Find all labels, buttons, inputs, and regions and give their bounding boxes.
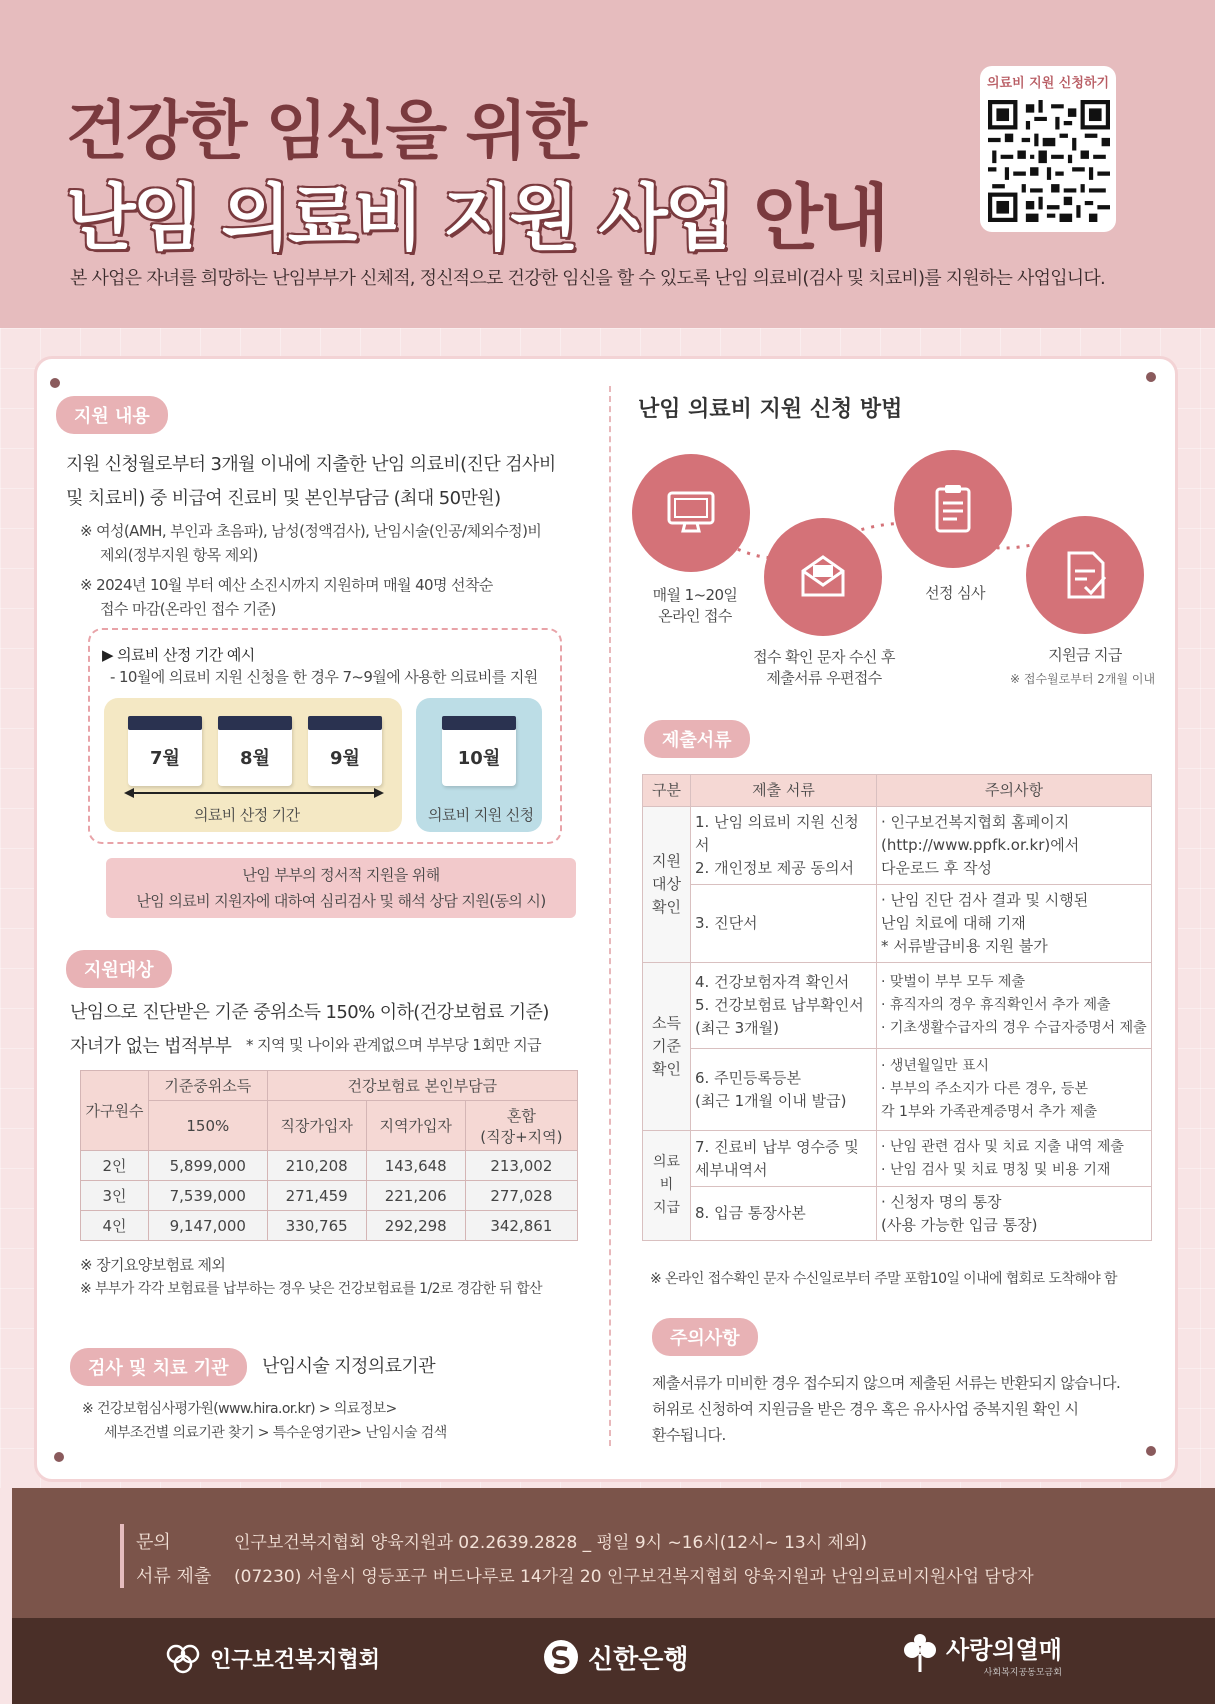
ppfk-logo-icon	[164, 1642, 202, 1674]
calendar-icon	[442, 716, 516, 786]
target-line2-note: * 지역 및 나이와 관계없으며 부부당 1회만 지급	[246, 1036, 542, 1054]
cell: 2인	[81, 1151, 149, 1181]
doc-r5: 7. 진료비 납부 영수증 및 세부내역서	[691, 1131, 877, 1187]
contact-value1: 인구보건복지협회 양육지원과 02.2639.2828 _ 평일 9시 ~16시(12시~ 13시 제외)	[234, 1533, 868, 1553]
cell: 271,459	[267, 1181, 366, 1211]
title-tail: 안내	[753, 176, 887, 260]
calendar-icon	[128, 716, 202, 786]
qr-code-icon[interactable]	[988, 96, 1110, 226]
note-r2: · 난임 진단 검사 결과 및 시행된 난임 치료에 대해 기재 * 서류발급비용 지원 불가	[877, 885, 1152, 963]
caution-label: 주의사항	[652, 1318, 758, 1356]
cell: 3인	[81, 1181, 149, 1211]
step-review-circle	[894, 450, 1012, 568]
step-online-circle	[632, 454, 750, 572]
step3-text: 선정 심사	[925, 584, 985, 602]
shinhan-logo-icon	[542, 1638, 580, 1676]
note-r5: · 난임 관련 검사 및 치료 지출 내역 제출 · 난임 검사 및 치료 명칭 및 비용 기재	[877, 1131, 1152, 1187]
income-table	[80, 1070, 578, 1241]
support-label: 지원 내용	[56, 396, 168, 434]
step4-note: ※ 접수월로부터 2개월 이내	[1010, 672, 1156, 686]
cat-target: 지원 대상 확인	[643, 807, 691, 963]
target-line1: 난임으로 진단받은 기준 중위소득 150% 이하(건강보험료 기준)	[70, 1002, 549, 1023]
support-line2: 및 치료비) 중 비급여 진료비 및 본인부담금 (최대 50만원)	[66, 488, 501, 509]
shinhan-logo	[542, 1638, 688, 1676]
target-label: 지원대상	[66, 950, 172, 988]
cell: 277,028	[465, 1181, 577, 1211]
footer-accent-bar	[120, 1524, 124, 1588]
contact-value2: (07230) 서울시 영등포구 버드나루로 14가길 20 인구보건복지협회 양육지원과 난임의료비지원사업 담당자	[234, 1567, 1034, 1587]
apply-title: 난임 의료비 지원 신청 방법	[638, 397, 903, 422]
corner-dot	[54, 1452, 64, 1462]
apply-label: 의료비 지원 신청	[428, 806, 534, 824]
th-mixed-main: 혼합	[506, 1106, 536, 1125]
docs-table	[642, 774, 1152, 1241]
institution-label: 검사 및 치료 기관	[70, 1348, 247, 1386]
target-line2: 자녀가 없는 법적부부	[70, 1036, 232, 1057]
title-main: 난임 의료비 지원 사업	[66, 176, 732, 260]
calendar-icon	[308, 716, 382, 786]
contact-footer	[12, 1488, 1215, 1618]
cat-income: 소득 기준 확인	[643, 963, 691, 1131]
doc-r1: 1. 난임 의료비 지원 신청서 2. 개인정보 제공 동의서	[691, 807, 877, 885]
table-row	[81, 1181, 578, 1211]
cell: 342,861	[465, 1211, 577, 1241]
caution-line2: 허위로 신청하여 지원금을 받은 경우 혹은 유사사업 중복지원 확인 시	[652, 1400, 1079, 1418]
th-region: 지역가입자	[366, 1101, 465, 1151]
target-note2: ※ 부부가 각각 보험료를 납부하는 경우 낮은 건강보험료를 1/2로 경감한 뒤 합산	[80, 1281, 542, 1297]
shinhan-logo-text: 신한은행	[588, 1644, 689, 1675]
fruit-logo-text-group	[946, 1630, 1062, 1678]
institution-note2: 세부조건별 의료기관 찾기 > 특수운영기관> 난임시술 검색	[104, 1425, 447, 1441]
cell: 221,206	[366, 1181, 465, 1211]
docs-label: 제출서류	[644, 720, 750, 758]
cell: 5,899,000	[149, 1151, 268, 1181]
institution-title: 난임시술 지정의료기관	[262, 1356, 436, 1377]
note-r4: · 생년월일만 표시 · 부부의 주소지가 다른 경우, 등본 각 1부와 가족관계증명서 추가 제출	[877, 1049, 1152, 1131]
cell: 4인	[81, 1211, 149, 1241]
calendar-month: 7월	[150, 748, 180, 769]
cell: 292,298	[366, 1211, 465, 1241]
support-note2a: ※ 2024년 10월 부터 예산 소진시까지 지원하며 매월 40명 선착순	[80, 576, 493, 594]
ppfk-logo-text: 인구보건복지협회	[210, 1647, 381, 1673]
table-row	[81, 1211, 578, 1241]
fruit-logo-sub: 사회복지공동모금회	[983, 1668, 1062, 1678]
th-doc: 제출 서류	[691, 775, 877, 807]
clipboard-icon	[925, 481, 981, 537]
contact-key2: 서류 제출	[136, 1566, 212, 1587]
fruit-logo-icon	[902, 1634, 938, 1674]
doc-r3: 4. 건강보험자격 확인서 5. 건강보험료 납부확인서 (최근 3개월)	[691, 963, 877, 1049]
qr-label: 의료비 지원 신청하기	[986, 76, 1110, 91]
cat-pay: 의료비 지급	[643, 1131, 691, 1241]
support-note1b: 제외(정부지원 항목 제외)	[100, 546, 258, 564]
note-r1: · 인구보건복지협회 홈페이지 (http://www.ppfk.or.kr)에서 다운로드 후 작성	[877, 807, 1152, 885]
step1-l1: 매월 1~20일	[652, 586, 738, 604]
note-r3: · 맞벌이 부부 모두 제출 · 휴직자의 경우 휴직확인서 추가 제출 · 기초생활수급자의 경우 수급자증명서 제출	[877, 963, 1152, 1049]
doc-r2: 3. 진단서	[691, 885, 877, 963]
cell: 330,765	[267, 1211, 366, 1241]
intro-text: 본 사업은 자녀를 희망하는 난임부부가 신체적, 정신적으로 건강한 임신을 할 수 있도록 난임 의료비(검사 및 치료비)를 지원하는 사업입니다.	[70, 268, 1105, 289]
caution-line1: 제출서류가 미비한 경우 접수되지 않으며 제출된 서류는 반환되지 않습니다.	[652, 1374, 1121, 1392]
example-title: ▶ 의료비 산정 기간 예시	[102, 646, 255, 664]
title-line2	[66, 160, 886, 264]
envelope-icon	[795, 549, 851, 605]
cell: 210,208	[267, 1151, 366, 1181]
fruit-logo-text: 사랑의열매	[946, 1636, 1062, 1664]
step-pay-circle	[1026, 516, 1144, 634]
corner-dot	[1146, 372, 1156, 382]
th-work: 직장가입자	[267, 1101, 366, 1151]
doc-r4: 6. 주민등록등본 (최근 1개월 이내 발급)	[691, 1049, 877, 1131]
caution-line3: 환수됩니다.	[652, 1426, 726, 1444]
corner-dot	[50, 378, 60, 388]
th-household: 가구원수	[81, 1071, 149, 1151]
example-desc: - 10월에 의료비 지원 신청을 한 경우 7~9월에 사용한 의료비를 지원	[110, 668, 538, 686]
th-mixed-sub: (직장+지역)	[480, 1127, 563, 1146]
banner-line1: 난임 부부의 정서적 지원을 위해	[242, 866, 440, 884]
cell: 7,539,000	[149, 1181, 268, 1211]
th-mixed	[465, 1101, 577, 1151]
fruit-logo	[902, 1630, 1062, 1678]
title-line1: 건강한 임신을 위한	[66, 95, 586, 169]
note-r6: · 신청자 명의 통장 (사용 가능한 입금 통장)	[877, 1187, 1152, 1241]
target-note1: ※ 장기요양보험료 제외	[80, 1256, 226, 1274]
calendar-month: 8월	[240, 748, 270, 769]
cell: 9,147,000	[149, 1211, 268, 1241]
th-income: 기준중위소득	[149, 1071, 268, 1101]
calendar-icon	[218, 716, 292, 786]
step2-l2: 제출서류 우편접수	[766, 669, 882, 687]
column-divider	[609, 386, 611, 1446]
th-income-sub: 150%	[149, 1101, 268, 1151]
document-check-icon	[1057, 547, 1113, 603]
period-label: 의료비 산정 기간	[194, 806, 300, 824]
doc-r6: 8. 입금 통장사본	[691, 1187, 877, 1241]
step2-l1: 접수 확인 문자 수신 후	[753, 648, 895, 666]
table-row	[81, 1151, 578, 1181]
support-note1a: ※ 여성(AMH, 부인과 초음파), 남성(정액검사), 난임시술(인공/체외수정)비	[80, 522, 542, 540]
corner-dot	[1146, 1446, 1156, 1456]
th-note: 주의사항	[877, 775, 1152, 807]
ppfk-logo	[164, 1642, 380, 1674]
th-cat: 구분	[643, 775, 691, 807]
step4-text: 지원금 지급	[1048, 646, 1122, 664]
support-line1: 지원 신청월로부터 3개월 이내에 지출한 난임 의료비(진단 검사비	[66, 454, 556, 475]
th-premium: 건강보험료 본인부담금	[267, 1071, 577, 1101]
support-note2b: 접수 마감(온라인 접수 기준)	[100, 600, 276, 618]
step1-text	[640, 584, 750, 626]
cell: 213,002	[465, 1151, 577, 1181]
docs-footnote: ※ 온라인 접수확인 문자 수신일로부터 주말 포함10일 이내에 협회로 도착해야 함	[650, 1271, 1117, 1287]
banner-line2: 난임 의료비 지원자에 대하여 심리검사 및 해석 상담 지원(동의 시)	[136, 892, 546, 910]
institution-note1[interactable]: ※ 건강보험심사평가원(www.hira.or.kr) > 의료정보>	[82, 1401, 397, 1417]
step2-text	[734, 646, 914, 688]
calendar-month: 9월	[330, 748, 360, 769]
step-mail-circle	[764, 518, 882, 636]
step1-l2: 온라인 접수	[658, 607, 732, 625]
monitor-icon	[663, 485, 719, 541]
contact-key1: 문의	[136, 1532, 171, 1553]
calendar-month: 10월	[457, 748, 501, 769]
cell: 143,648	[366, 1151, 465, 1181]
period-arrow-icon	[124, 786, 384, 800]
